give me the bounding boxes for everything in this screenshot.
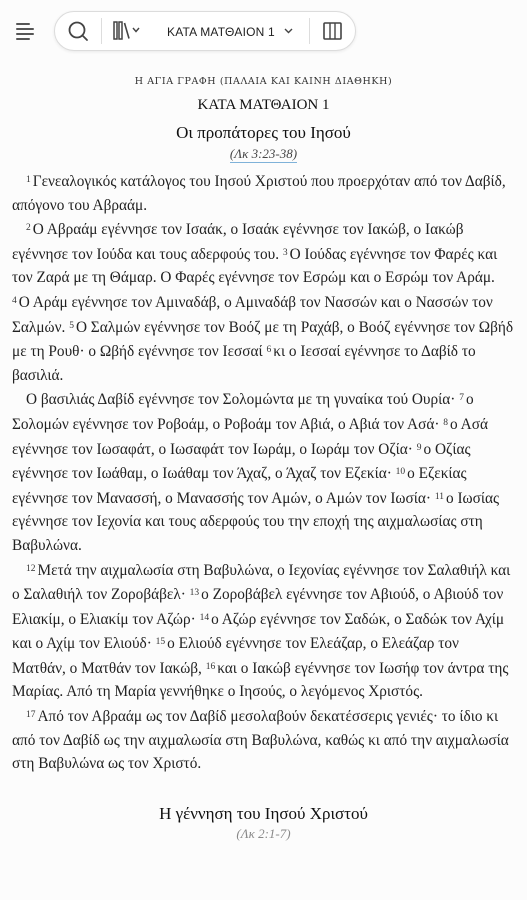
verse-text[interactable]: ο Ζοροβάβελ εγέννησε τον Αβιούδ, ο Αβιούδ τον Ελιακίμ, ο Ελιακίμ τον Αζώρ· [12, 586, 504, 628]
verse-text[interactable]: Ο Αβραάμ εγέννησε τον Ισαάκ, ο Ισαάκ εγέννησε τον Ιακώβ, ο Ιακώβ εγέννησε τον Ιούδα και τους αδερφούς του. [12, 221, 464, 263]
verse-number[interactable]: 14 [199, 612, 210, 623]
verse-text[interactable]: ο Αζώρ εγέννησε τον Σαδώκ, ο Σαδώκ τον Αχίμ και ο Αχίμ τον Ελιούδ· [12, 610, 505, 653]
paragraph [12, 558, 514, 705]
verse-number[interactable]: 11 [434, 491, 444, 502]
columns-icon [310, 12, 356, 50]
verse-text[interactable]: ο Ελιούδ εγέννησε τον Ελεάζαρ, ο Ελεάζαρ τον Ματθάν, ο Ματθάν τον Ιακώβ, [12, 635, 459, 677]
top-toolbar [0, 0, 527, 62]
verse-number[interactable]: 12 [26, 563, 36, 574]
cross-reference-link[interactable]: (Λκ 3:23-38) [229, 146, 298, 161]
verse-number[interactable]: 16 [205, 661, 216, 672]
paragraph [12, 217, 514, 387]
verse-text[interactable]: ο Οζίας εγέννησε τον Ιωάθαμ, ο Ιωάθαμ τον Άχαζ, ο Άχαζ τον Εζεκία· [12, 440, 471, 483]
search-button[interactable] [55, 12, 101, 50]
search-icon [55, 12, 101, 50]
verse-number[interactable]: 3 [282, 247, 288, 258]
verse-number[interactable]: 9 [416, 442, 422, 453]
verse-number[interactable]: 8 [443, 417, 449, 428]
verse-number[interactable]: 15 [155, 637, 166, 648]
verse-number[interactable]: 6 [266, 345, 272, 356]
paragraph [12, 169, 514, 217]
verse-text[interactable]: Ο Αράμ εγέννησε τον Αμιναδάβ, ο Αμιναδάβ τον Νασσών και ο Νασσών τον Σαλμών. [12, 293, 493, 336]
bible-title: Η ΑΓΙΑ ΓΡΑΦΗ (ΠΑΛΑΙΑ ΚΑΙ ΚΑΙΝΗ ΔΙΑΘΗΚΗ) [134, 76, 393, 87]
verse-text[interactable]: και ο Ιακώβ εγέννησε τον Ιωσήφ τον άντρα της Μαρίας. Από τη Μαρία γεννήθηκε ο Ιησούς, ο λεγόμενος Χριστός. [12, 659, 509, 701]
verse-text[interactable]: ο Ασά εγέννησε τον Ιωσαφάτ, ο Ιωσαφάτ τον Ιωράμ, ο Ιωράμ τον Οζία· [12, 415, 488, 458]
verse-number[interactable]: 7 [459, 393, 464, 404]
verse-text[interactable]: Ο βασιλιάς Δαβίδ εγέννησε τον Σολομώντα με τη γυναίκα τού Ουρία· [26, 391, 456, 409]
section-heading: Οι προπάτορες του Ιησού [176, 123, 351, 142]
verse-number[interactable]: 1 [26, 175, 31, 185]
bible-text [0, 169, 527, 776]
library-button[interactable] [102, 12, 150, 50]
verse-text[interactable]: ο Σολομών εγέννησε τον Ροβοάμ, ο Ροβοάμ τον Αβιά, ο Αβιά τον Ασά· [12, 391, 474, 433]
verse-text[interactable]: Από τον Αβραάμ ως τον Δαβίδ μεσολαβούν δεκατέσσερις γενιές· το ίδιο κι από τον Δαβίδ ως την αιχμαλωσία στη Βαβυλώνα, καθώς κι από την αιχμαλωσία στη Βαβυλώνα ως τον Χριστό. [12, 708, 509, 773]
paragraph [12, 704, 514, 776]
next-cross-reference-link[interactable]: (Λκ 2:1-7) [236, 825, 291, 841]
verse-number[interactable]: 17 [26, 710, 36, 721]
verse-text[interactable]: κι ο Ιεσσαί εγέννησε το Δαβίδ το βασιλιά. [12, 343, 476, 384]
verse-text[interactable]: Μετά την αιχμαλωσία στη Βαβυλώνα, ο Ιεχονίας εγέννησε τον Σαλαθιήλ και ο Σαλαθιήλ τον Ζοροβάβελ· [12, 561, 511, 604]
verse-text[interactable]: ο Εζεκίας εγέννησε τον Μανασσή, ο Μανασσής τον Αμών, ο Αμών τον Ιωσία· [12, 465, 467, 507]
verse-number[interactable]: 5 [69, 320, 74, 331]
verse-text[interactable]: Γενεαλογικός κατάλογος του Ιησού Χριστού που προερχόταν από τον Δαβίδ, απόγονο του Αβραάμ. [12, 173, 506, 214]
verse-number[interactable]: 13 [189, 588, 200, 599]
verse-number[interactable]: 10 [395, 467, 406, 478]
paragraph [12, 387, 514, 557]
verse-text[interactable]: Ο Σαλμών εγέννησε τον Βοόζ με τη Ραχάβ, ο Βοόζ εγέννησε τον Ωβήδ με τη Ρουθ· ο Ωβήδ εγέννησε τον Ιεσσαί [12, 318, 514, 361]
verse-text[interactable]: ο Ιωσίας εγέννησε τον Ιεχονία και τους αδερφούς του την εποχή της αιχμαλωσίας στη Βαβυλώνα. [12, 489, 500, 554]
verse-text[interactable]: Ο Ιούδας εγέννησε τον Φαρές και τον Ζαρά με τη Θάμαρ. Ο Φαρές εγέννησε τον Εσρώμ και ο Εσρώμ τον Αράμ. [12, 245, 498, 287]
verse-number[interactable]: 2 [26, 223, 31, 234]
reader-content [0, 62, 527, 842]
verse-number[interactable]: 4 [12, 295, 17, 306]
library-icon [102, 12, 150, 50]
chapter-title: ΚΑΤΑ ΜΑΤΘΑΙΟΝ 1 [197, 97, 330, 113]
book-chapter-label: ΚΑΤΑ ΜΑΤΘΑΙΟΝ 1 [167, 25, 275, 39]
menu-icon[interactable] [14, 20, 36, 42]
next-section-heading: Η γέννηση του Ιησού Χριστού [159, 803, 368, 823]
parallel-view-button[interactable] [310, 12, 356, 50]
